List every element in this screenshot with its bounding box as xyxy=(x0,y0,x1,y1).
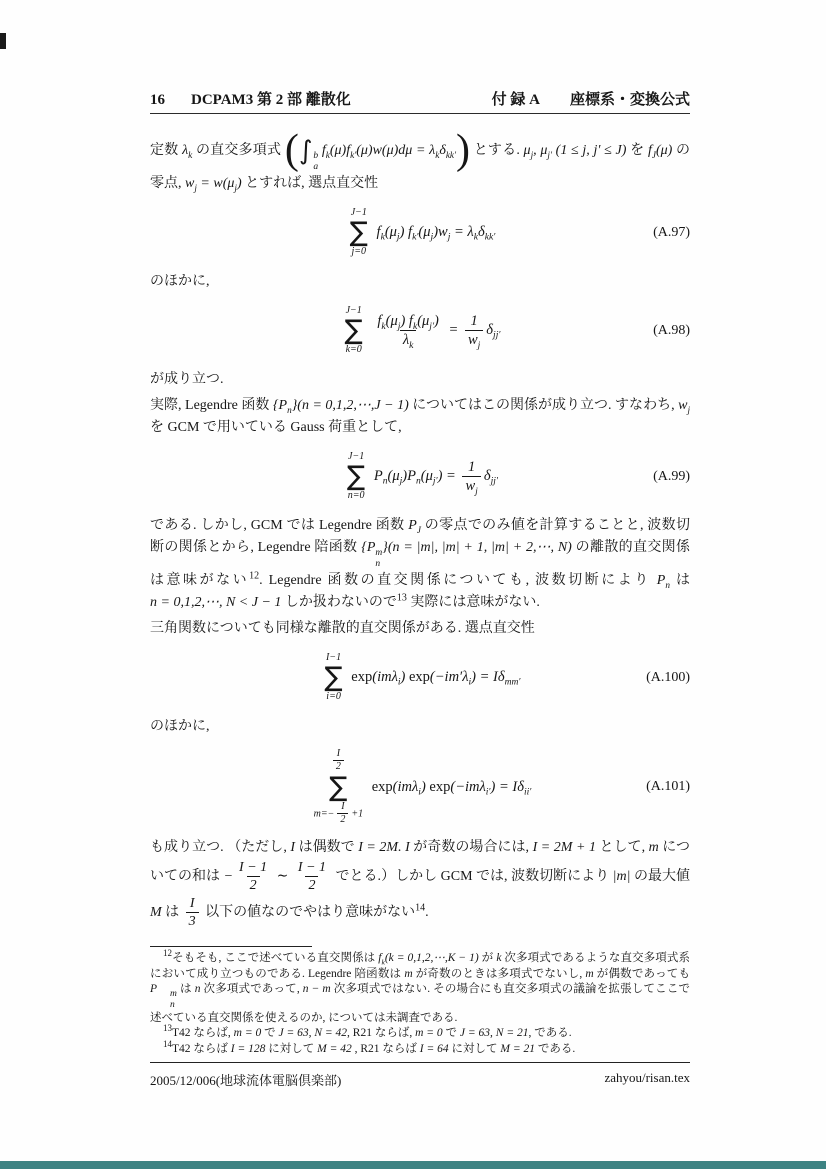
header-right xyxy=(492,88,690,109)
footnote-12-text: そもそも, ここで述べている直交関係は $f_k(k$ = 0,1,2,⋯,K − 1) が k 次多項式であるような直交多項式系において成り立つものである. Legendre 陪函数は m が奇数のときは多項式でないし, m が偶数であっても P m n は n 次多項式であって, n − m 次多項式ではない. その場合にも直交多項式の議論を拡張してここで述べている直交関係を使えるのか, については未調査である. xyxy=(150,952,691,1024)
header-left xyxy=(150,88,351,109)
footnote-13 xyxy=(150,1023,690,1042)
page-header xyxy=(150,88,690,109)
equation-A101 xyxy=(150,748,690,827)
footnote-rule xyxy=(150,946,312,947)
footnote-12 xyxy=(150,948,691,1026)
equation-A100-body: I−1 ∑ i=0 exp(imλ$_i$) $\exp(-im'\lambda_i) = I\delta_{mm'}$ xyxy=(324,652,521,703)
header-appendix-label: 付 録 A xyxy=(491,92,540,108)
header-right-title: 座標系・変換公式 xyxy=(569,92,690,108)
page-number: 16 xyxy=(150,92,165,108)
footnotes-section xyxy=(150,946,690,1057)
footnote-14-text: T42 ならば I = 128 に対して M = 42 , R21 ならば I = 64 に対して M = 21 である. xyxy=(172,1042,576,1055)
footnote-14-marker: 14 xyxy=(163,1039,172,1050)
equation-A99 xyxy=(150,449,690,505)
equation-A97-body: J−1 ∑ j=0 $f_k(\mu_j) f_{k'}(\mu_j)w_j = \lambda_k\delta_{kk'}$ xyxy=(349,207,496,258)
equation-A98-body: J−1 ∑ k=0 $\frac{f_k(\mu_j) f_k(\mu_{j'})}{\lambda_k}$ = $\frac{1}{w_j}$ $\delta_{jj'}$ xyxy=(344,305,501,356)
paragraph-nohokani-1: のほかに, xyxy=(150,273,210,289)
equation-A98-number: (A.98) xyxy=(653,322,690,338)
footnote-13-text: T42 ならば, m = 0 で J = 63, N = 42, R21 ならば, m = 0 で J = 63, N = 21, である. xyxy=(172,1027,572,1040)
page-content xyxy=(150,127,691,935)
paragraph-naritatsu: が成り立つ. xyxy=(150,371,224,387)
paragraph-conclusion: も成り立つ. （ただし, I は偶数で I = 2M. I が奇数の場合には, I = 2M + 1 として, m についての和は − $\frac{I - 1}{2}$ ∼ $\frac{I - 1}{2}$ でとる.）しかし GCM では, 波数切断により |m| の最大値 M は $\frac{I}{3}$ 以下の値なのでやはり意味がない$^{14}$. xyxy=(150,839,691,930)
header-rule xyxy=(150,113,690,114)
paragraph-trig-intro: 三角関数についても同様な離散的直交関係がある. 選点直交性 xyxy=(150,620,535,636)
equation-A101-number: (A.101) xyxy=(646,779,690,795)
equation-A97 xyxy=(150,205,690,261)
bottom-accent-bar xyxy=(0,1161,826,1169)
paragraph-legendre-intro: 実際, Legendre 函数 $\{P_n\}(n$ = 0,1,2,⋯,J − 1) についてはこの関係が成り立つ. すなわち, $w_j$ を GCM で用いている Gauss 荷重として, xyxy=(150,397,691,435)
equation-A98 xyxy=(150,303,690,359)
equation-A101-body: $\frac{I}{2}$ ∑ m=− $\frac{I}{2}$ +1 exp(imλ$_i$) $\exp(-im\lambda_{i'}) = I\delta_{ii'}$ xyxy=(313,747,532,826)
paragraph-nohokani-2: のほかに, xyxy=(150,718,210,734)
paragraph-gcm-legendre: である. しかし, GCM では Legendre 函数 $P_J$ の零点でのみ値を計算することと, 波数切断の関係とから, Legendre 陪函数 {P m n }(n = |m|, |m| + 1, |m| + 2,⋯, N) の離散的直交関係は意味がない$^{12}$. Legendre 函数の直交関係についても, 波数切断により $P_n$ は n = 0,1,2,⋯, N < J − 1 しか扱わないので$^{13}$ 実際には意味がない. xyxy=(150,517,691,610)
scan-artifact xyxy=(0,33,6,49)
equation-A99-body: J−1 ∑ n=0 $P_n(\mu_j)P_n(\mu_{j'})$ = $\frac{1}{w_j}$ $\delta_{jj'}$ xyxy=(347,451,498,502)
footnote-12-marker: 12 xyxy=(163,948,172,959)
footer-filename: zahyou/risan.tex xyxy=(604,1070,690,1085)
paragraph-intro: 定数 $\lambda_k$ の直交多項式 (∫ b a $f_k(\mu)f_{k'}(\mu)w(\mu)d\mu = \lambda_k\delta_{kk'}$) とする. $\mu_j$, $\mu_{j'}$ (1 ≤ j, j′ ≤ J) を $f_J(\mu)$ の零点, $w_j = w(\mu_j)$ とすれば, 選点直交性 xyxy=(150,127,691,193)
footnote-14 xyxy=(150,1039,690,1058)
footer-date-credit: 2005/12/006(地球流体電脳倶楽部) xyxy=(150,1073,342,1088)
equation-A100 xyxy=(150,650,690,706)
footnote-13-marker: 13 xyxy=(163,1023,172,1034)
page-footer xyxy=(150,1062,690,1089)
equation-A97-number: (A.97) xyxy=(653,224,690,240)
equation-A100-number: (A.100) xyxy=(646,669,690,685)
header-left-title: DCPAM3 第 2 部 離散化 xyxy=(191,92,351,108)
equation-A99-number: (A.99) xyxy=(653,468,690,484)
